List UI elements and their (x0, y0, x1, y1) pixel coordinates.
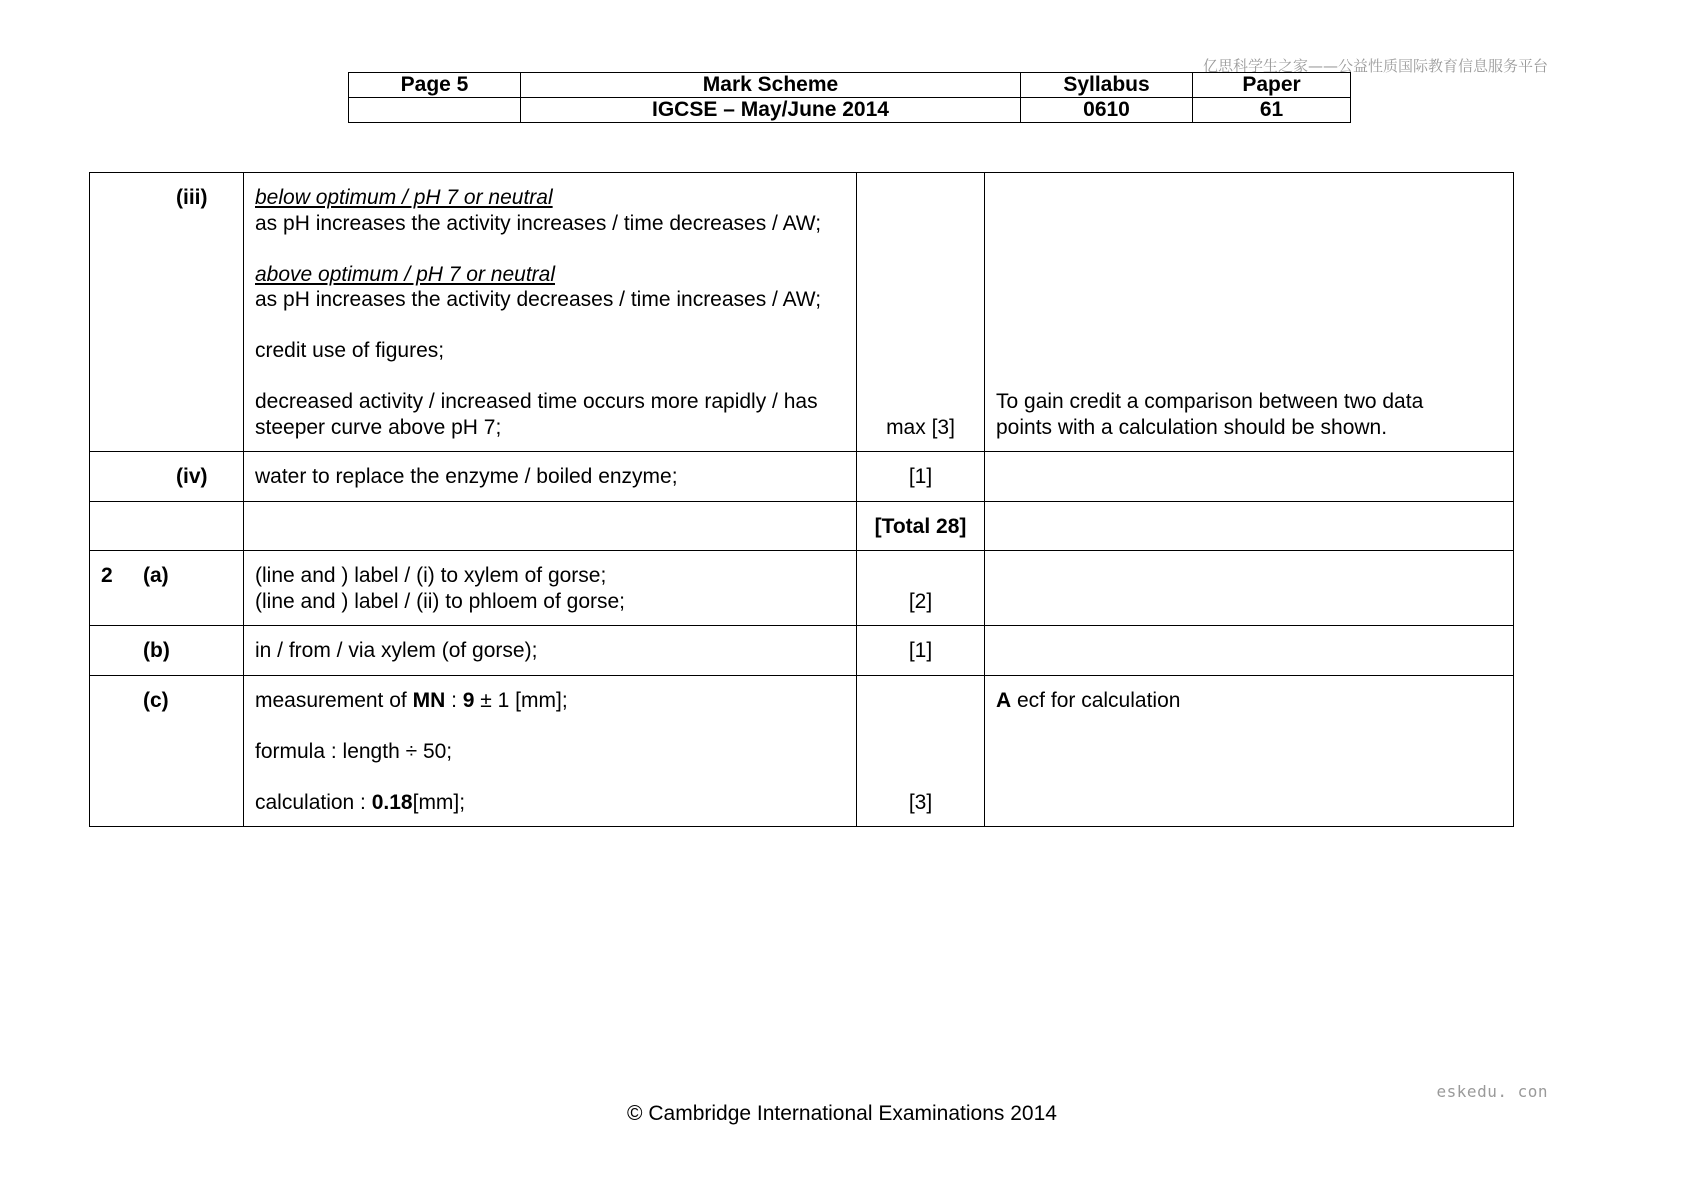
answer-line: as pH increases the activity decreases / time increases / AW; (255, 288, 822, 311)
header-page: Page 5 (349, 73, 521, 98)
answer-line: measurement of MN : 9 ± 1 [mm]; (255, 688, 568, 712)
part-label: (c) (143, 688, 169, 712)
answer-line: below optimum / pH 7 or neutral (255, 186, 553, 209)
question-number: 2 (101, 564, 113, 587)
guidance-cell (985, 626, 1514, 676)
answer-cell (244, 626, 857, 676)
part-label: (b) (143, 639, 170, 662)
table-row (90, 452, 1514, 502)
guidance-cell (985, 452, 1514, 502)
guidance-cell (985, 501, 1514, 551)
question-cell (90, 626, 244, 676)
watermark-top: 亿思科学生之家——公益性质国际教育信息服务平台 (1202, 57, 1548, 75)
marks-value: [3] (908, 790, 933, 814)
answer-line: as pH increases the activity increases / time decreases / AW; (255, 211, 822, 235)
header-syllabus-label: Syllabus (1021, 73, 1193, 98)
header-table (348, 72, 1351, 123)
guidance-line: points with a calculation should be shown. (996, 415, 1388, 439)
mark-scheme-table (89, 172, 1514, 827)
table-row (90, 173, 1514, 452)
header-paper-number: 61 (1193, 98, 1351, 123)
marks-value: [2] (908, 589, 933, 613)
guidance-line: A ecf for calculation (996, 688, 1181, 712)
marks-cell (857, 551, 985, 626)
answer-cell (244, 452, 857, 502)
marks-cell (857, 501, 985, 551)
table-row (90, 626, 1514, 676)
marks-cell (857, 173, 985, 452)
guidance-line: To gain credit a comparison between two data (996, 390, 1424, 413)
answer-cell (244, 675, 857, 827)
question-cell (90, 501, 244, 551)
header-paper-label: Paper (1193, 73, 1351, 98)
marks-cell (857, 452, 985, 502)
header-blank (349, 98, 521, 123)
answer-line: credit use of figures; (255, 339, 445, 362)
table-row (90, 675, 1514, 827)
answer-line: in / from / via xylem (of gorse); (255, 639, 538, 662)
answer-line: decreased activity / increased time occurs more rapidly / has (255, 390, 818, 413)
watermark-bottom: eskedu. con (1436, 1082, 1548, 1101)
answer-line: water to replace the enzyme / boiled enzyme; (255, 465, 678, 488)
marks-value: max [3] (886, 415, 955, 439)
answer-cell (244, 501, 857, 551)
header-row-1 (349, 73, 1351, 98)
answer-line: calculation : 0.18[mm]; (255, 790, 466, 814)
table-row (90, 501, 1514, 551)
part-label: (iv) (176, 465, 208, 488)
marks-cell (857, 675, 985, 827)
answer-line: (line and ) label / (ii) to phloem of gorse; (255, 589, 626, 613)
question-cell (90, 551, 244, 626)
copyright-footer: © Cambridge International Examinations 2014 (627, 1102, 1057, 1125)
answer-line: steeper curve above pH 7; (255, 415, 502, 439)
header-syllabus-code: 0610 (1021, 98, 1193, 123)
guidance-cell (985, 173, 1514, 452)
question-cell (90, 452, 244, 502)
answer-line: above optimum / pH 7 or neutral (255, 262, 555, 286)
marks-value: [1] (908, 639, 933, 662)
question-cell (90, 675, 244, 827)
answer-cell (244, 551, 857, 626)
part-label: (a) (143, 564, 169, 587)
part-label: (iii) (176, 186, 208, 209)
table-row (90, 551, 1514, 626)
guidance-cell (985, 551, 1514, 626)
answer-line: (line and ) label / (i) to xylem of gorse; (255, 564, 607, 587)
marks-value: [1] (908, 465, 933, 488)
header-row-2 (349, 98, 1351, 123)
guidance-cell (985, 675, 1514, 827)
header-exam: IGCSE – May/June 2014 (521, 98, 1021, 123)
total-marks: [Total 28] (874, 514, 967, 538)
answer-cell (244, 173, 857, 452)
question-cell (90, 173, 244, 452)
answer-line: formula : length ÷ 50; (255, 739, 453, 763)
marks-cell (857, 626, 985, 676)
header-title: Mark Scheme (521, 73, 1021, 98)
